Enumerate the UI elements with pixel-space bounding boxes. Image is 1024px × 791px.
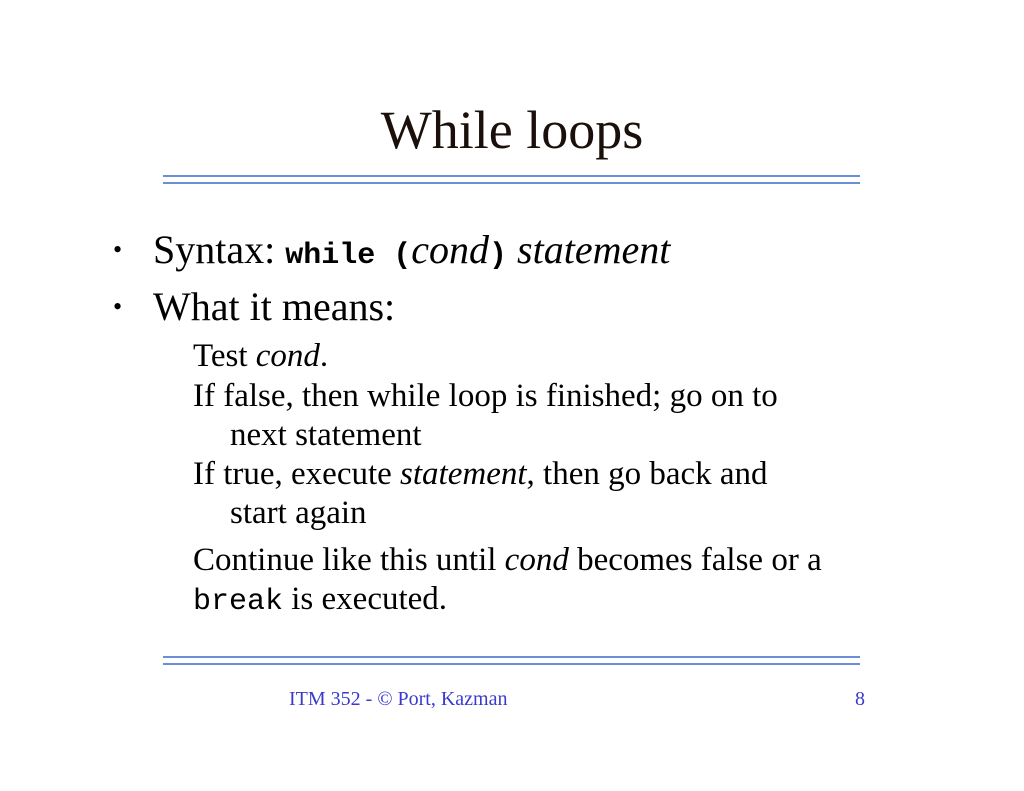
bullet-dot: • [113,234,123,264]
syntax-statement: statement [517,227,671,272]
syntax-cond: cond [411,227,490,272]
title-divider [163,175,860,184]
true-suffix: , then go back and [526,456,768,492]
test-prefix: Test [193,338,256,374]
footer-divider [163,656,860,665]
true-statement: statement [400,456,527,492]
footer-course: ITM 352 - © Port, Kazman [289,688,508,710]
slide-title: While loops [380,100,644,160]
bullet-dot: • [113,291,123,321]
syntax-label: Syntax: [153,227,286,272]
bullet-syntax [113,226,670,280]
continue-suffix: becomes false or a [568,542,822,578]
break-suffix: is executed. [283,581,448,617]
meaning-label: What it means: [153,284,396,329]
true-line-2: start again [230,495,367,531]
continue-cond: cond [504,542,569,578]
explanation-continue [193,541,822,580]
test-suffix: . [319,338,329,374]
bullet-meaning [113,283,395,335]
explanation-false [193,377,778,455]
page-number: 8 [855,688,865,710]
syntax-keyword-open: while ( [285,239,412,273]
explanation-test [193,337,328,376]
continue-prefix: Continue like this until [193,542,505,578]
explanation-true [193,455,768,533]
break-keyword: break [193,585,284,619]
false-line-1: If false, then while loop is finished; go on to [193,378,778,414]
false-line-2: next statement [230,417,422,453]
test-cond: cond [255,338,320,374]
explanation-break [193,580,447,622]
syntax-keyword-close: ) [489,239,508,273]
true-prefix: If true, execute [193,456,401,492]
